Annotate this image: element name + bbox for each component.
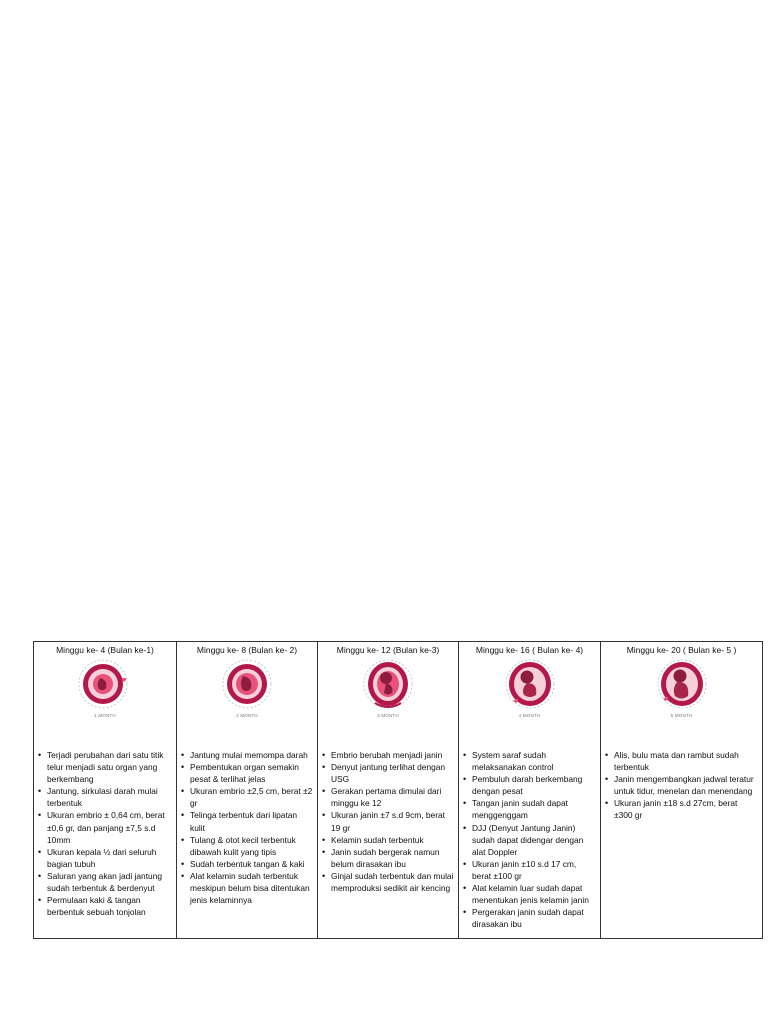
list-item: • Jantung, sirkulasi darah mulai terbentuk <box>47 785 172 809</box>
list-item: • Pembentukan organ semakin pesat & terlihat jelas <box>190 761 313 785</box>
column-month-3 <box>318 642 459 938</box>
month-label: 5 MONTH <box>670 713 693 718</box>
list-item: • Ukuran janin ±10 s.d 17 cm, berat ±100 gr <box>472 858 596 882</box>
month-label: 4 MONTH <box>518 713 541 718</box>
list-item: • Pergerakan janin sudah dapat dirasakan ibu <box>472 906 596 930</box>
list-item: • DJJ (Denyut Jantung Janin) sudah dapat didengar dengan alat Doppler <box>472 822 596 858</box>
month-label: 2 MONTH <box>236 713 258 718</box>
fetus-month-2-icon <box>177 657 317 749</box>
column-header: Minggu ke- 12 (Bulan ke-3) <box>336 645 440 655</box>
column-header: Minggu ke- 4 (Bulan ke-1) <box>56 645 154 655</box>
column-month-4 <box>459 642 601 938</box>
list-item: • Tangan janin sudah dapat menggenggam <box>472 797 596 821</box>
list-item: • Embrio berubah menjadi janin <box>331 749 454 761</box>
fetal-development-table <box>33 641 763 939</box>
list-item: • Sudah terbentuk tangan & kaki <box>190 858 313 870</box>
month-label: 3 MONTH <box>377 713 399 718</box>
month-1-list <box>34 749 176 918</box>
month-label: 1 MONTH <box>94 713 116 718</box>
list-item: • Saluran yang akan jadi jantung sudah terbentuk & berdenyut <box>47 870 172 894</box>
list-item: • Ginjal sudah terbentuk dan mulai memproduksi sedikit air kencing <box>331 870 454 894</box>
month-4-list <box>459 749 600 930</box>
month-3-list <box>318 749 458 894</box>
list-item: • Alat kelamin luar sudah dapat menentukan jenis kelamin janin <box>472 882 596 906</box>
column-header: Minggu ke- 8 (Bulan ke- 2) <box>196 645 298 655</box>
list-item: • Telinga terbentuk dari lipatan kulit <box>190 809 313 833</box>
fetus-month-5-icon <box>601 657 762 749</box>
list-item: • Alis, bulu mata dan rambut sudah terbentuk <box>614 749 758 773</box>
column-month-2 <box>177 642 318 938</box>
list-item: • Ukuran kepala ½ dari seluruh bagian tubuh <box>47 846 172 870</box>
month-2-list <box>177 749 317 906</box>
list-item: • Tulang & otot kecil terbentuk dibawah kulit yang tipis <box>190 834 313 858</box>
fetus-month-1-icon <box>34 657 176 749</box>
list-item: • Janin mengembangkan jadwal teratur untuk tidur, menelan dan menendang <box>614 773 758 797</box>
column-month-5 <box>601 642 762 938</box>
list-item: • Janin sudah bergerak namun belum dirasakan ibu <box>331 846 454 870</box>
list-item: • Ukuran janin ±7 s.d 9cm, berat 19 gr <box>331 809 454 833</box>
list-item: • Gerakan pertama dimulai dari minggu ke 12 <box>331 785 454 809</box>
list-item: • Denyut jantung terlihat dengan USG <box>331 761 454 785</box>
list-item: • Ukuran embrio ± 0,64 cm, berat ±0,6 gr, dan panjang ±7,5 s.d 10mm <box>47 809 172 845</box>
column-header: Minggu ke- 20 ( Bulan ke- 5 ) <box>626 645 737 655</box>
list-item: • Permulaan kaki & tangan berbentuk sebuah tonjolan <box>47 894 172 918</box>
list-item: • Pembuluh darah berkembang dengan pesat <box>472 773 596 797</box>
list-item: • System saraf sudah melaksanakan control <box>472 749 596 773</box>
list-item: • Kelamin sudah terbentuk <box>331 834 454 846</box>
list-item: • Terjadi perubahan dari satu titik telur menjadi satu organ yang berkembang <box>47 749 172 785</box>
month-5-list <box>601 749 762 822</box>
column-month-1 <box>34 642 177 938</box>
list-item: • Jantung mulai memompa darah <box>190 749 313 761</box>
list-item: • Ukuran embrio ±2,5 cm, berat ±2 gr <box>190 785 313 809</box>
list-item: • Ukuran janin ±18 s.d 27cm, berat ±300 gr <box>614 797 758 821</box>
fetus-month-3-icon <box>318 657 458 749</box>
column-header: Minggu ke- 16 ( Bulan ke- 4) <box>475 645 584 655</box>
fetus-month-4-icon <box>459 657 600 749</box>
list-item: • Alat kelamin sudah terbentuk meskipun belum bisa ditentukan jenis kelaminnya <box>190 870 313 906</box>
